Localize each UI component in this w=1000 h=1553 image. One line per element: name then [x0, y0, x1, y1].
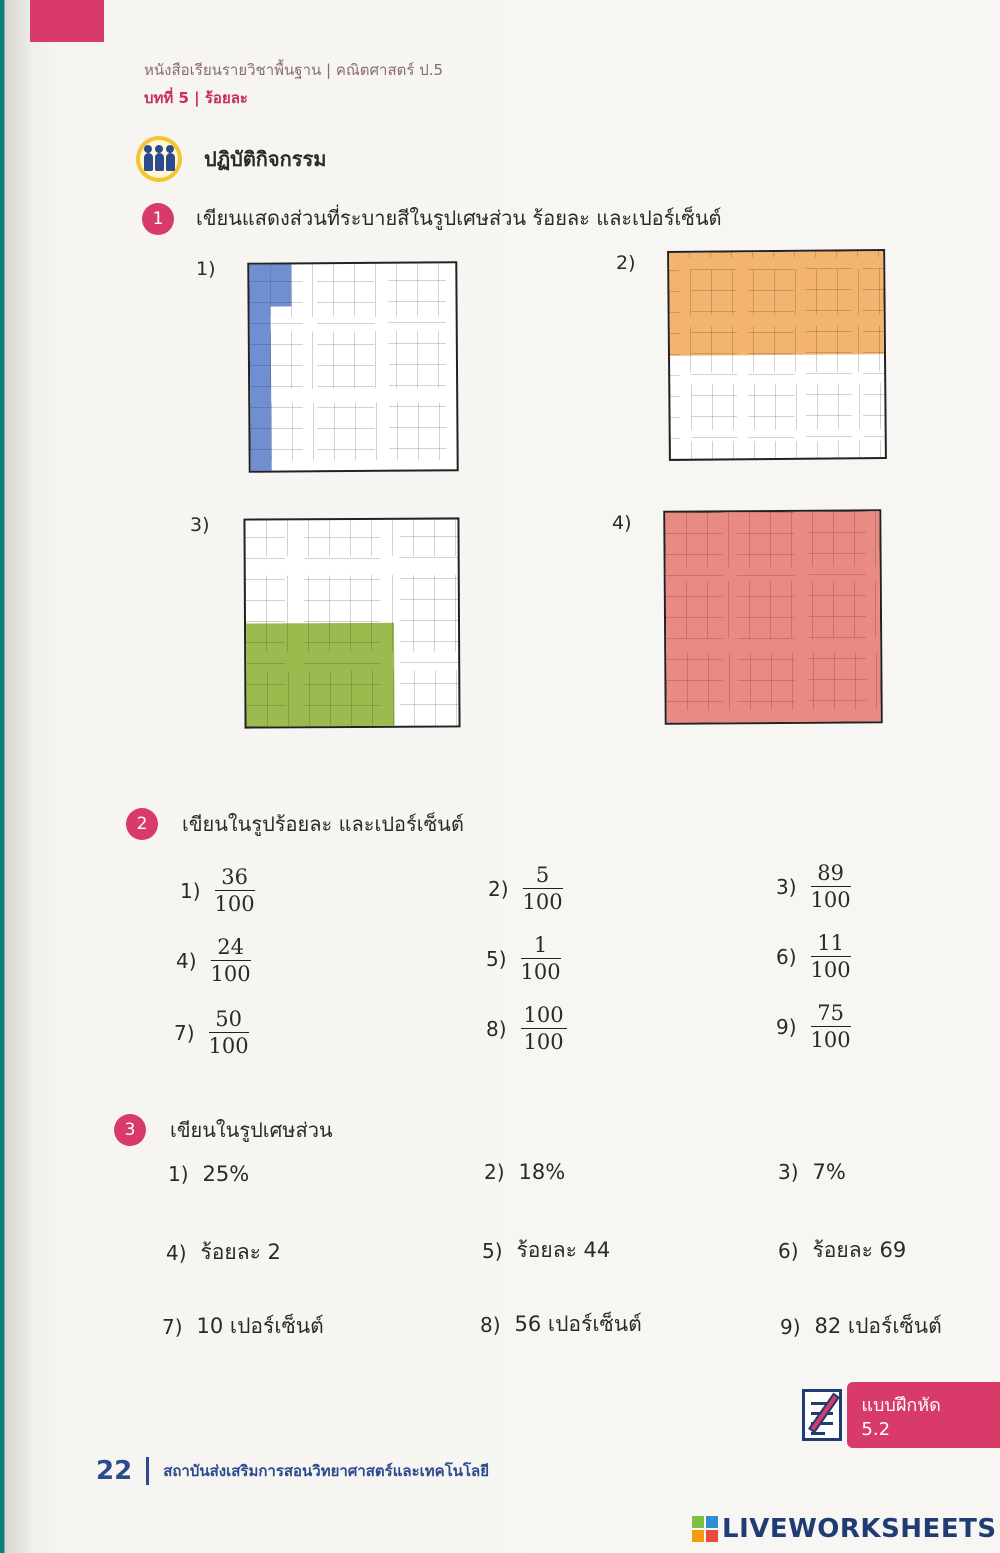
exercise-label: แบบฝึกหัด 5.2: [847, 1382, 1000, 1448]
chapter-header: บทที่ 5 | ร้อยละ: [144, 89, 248, 107]
worksheet-pencil-icon: [798, 1385, 853, 1445]
grid-4-label: 4): [612, 512, 632, 534]
fraction-item-7: 7) $\frac{50}{100}$: [174, 1007, 249, 1059]
book-spine: [0, 0, 30, 1553]
section-1-title: เขียนแสดงส่วนที่ระบายสีในรูปเศษส่วน ร้อยละ และเปอร์เซ็นต์: [196, 206, 722, 230]
liveworksheets-watermark: [692, 1514, 997, 1544]
section-2-number: 2: [126, 808, 158, 840]
page-number: 22: [96, 1456, 133, 1486]
institute-name: สถาบันส่งเสริมการสอนวิทยาศาสตร์และเทคโนโลยี: [163, 1462, 490, 1480]
percent-item-7: 7) 10 เปอร์เซ็นต์: [162, 1314, 324, 1339]
grid-3-label: 3): [190, 514, 210, 536]
group-people-icon: [136, 136, 182, 182]
activity-title: ปฏิบัติกิจกรรม: [204, 147, 327, 171]
fraction-item-1: 1) $\frac{36}{100}$: [180, 865, 255, 917]
grid-2: [667, 249, 887, 461]
percent-item-4: 4) ร้อยละ 2: [166, 1240, 281, 1265]
percent-item-2: 2) 18%: [484, 1160, 566, 1184]
fraction-item-4: 4) $\frac{24}{100}$: [176, 935, 251, 987]
fraction-item-3: 3) $\frac{89}{100}$: [776, 861, 851, 913]
fraction-item-6: 6) $\frac{11}{100}$: [776, 931, 851, 983]
fraction-item-5: 5) $\frac{1}{100}$: [486, 933, 561, 985]
fraction-item-9: 9) $\frac{75}{100}$: [776, 1001, 851, 1053]
section-3-title: เขียนในรูปเศษส่วน: [170, 1118, 333, 1142]
grid-3: [243, 517, 460, 728]
watermark-text: LIVEWORKSHEETS: [722, 1514, 997, 1544]
exercise-badge: [798, 1382, 1000, 1448]
section-2-title: เขียนในรูปร้อยละ และเปอร์เซ็นต์: [182, 812, 464, 836]
percent-item-5: 5) ร้อยละ 44: [482, 1238, 611, 1263]
grid-2-label: 2): [616, 252, 636, 274]
chapter-tab: [30, 0, 104, 42]
liveworksheets-logo-icon: [692, 1516, 718, 1542]
grid-4: [663, 509, 882, 725]
fraction-item-8: 8) $\frac{100}{100}$: [486, 1004, 567, 1053]
percent-item-1: 1) 25%: [168, 1162, 250, 1186]
grid-1: [247, 261, 458, 472]
grid-1-label: 1): [196, 258, 216, 280]
page-footer: [96, 1456, 489, 1486]
percent-item-3: 3) 7%: [778, 1160, 846, 1184]
activity-heading: [136, 136, 326, 182]
book-header: หนังสือเรียนรายวิชาพื้นฐาน | คณิตศาสตร์ ป.5: [144, 61, 444, 79]
percent-item-9: 9) 82 เปอร์เซ็นต์: [780, 1314, 942, 1339]
section-3-number: 3: [114, 1114, 146, 1146]
percent-item-8: 8) 56 เปอร์เซ็นต์: [480, 1312, 642, 1337]
section-1-number: 1: [142, 203, 174, 235]
fraction-item-2: 2) $\frac{5}{100}$: [488, 863, 563, 915]
percent-item-6: 6) ร้อยละ 69: [778, 1238, 907, 1263]
